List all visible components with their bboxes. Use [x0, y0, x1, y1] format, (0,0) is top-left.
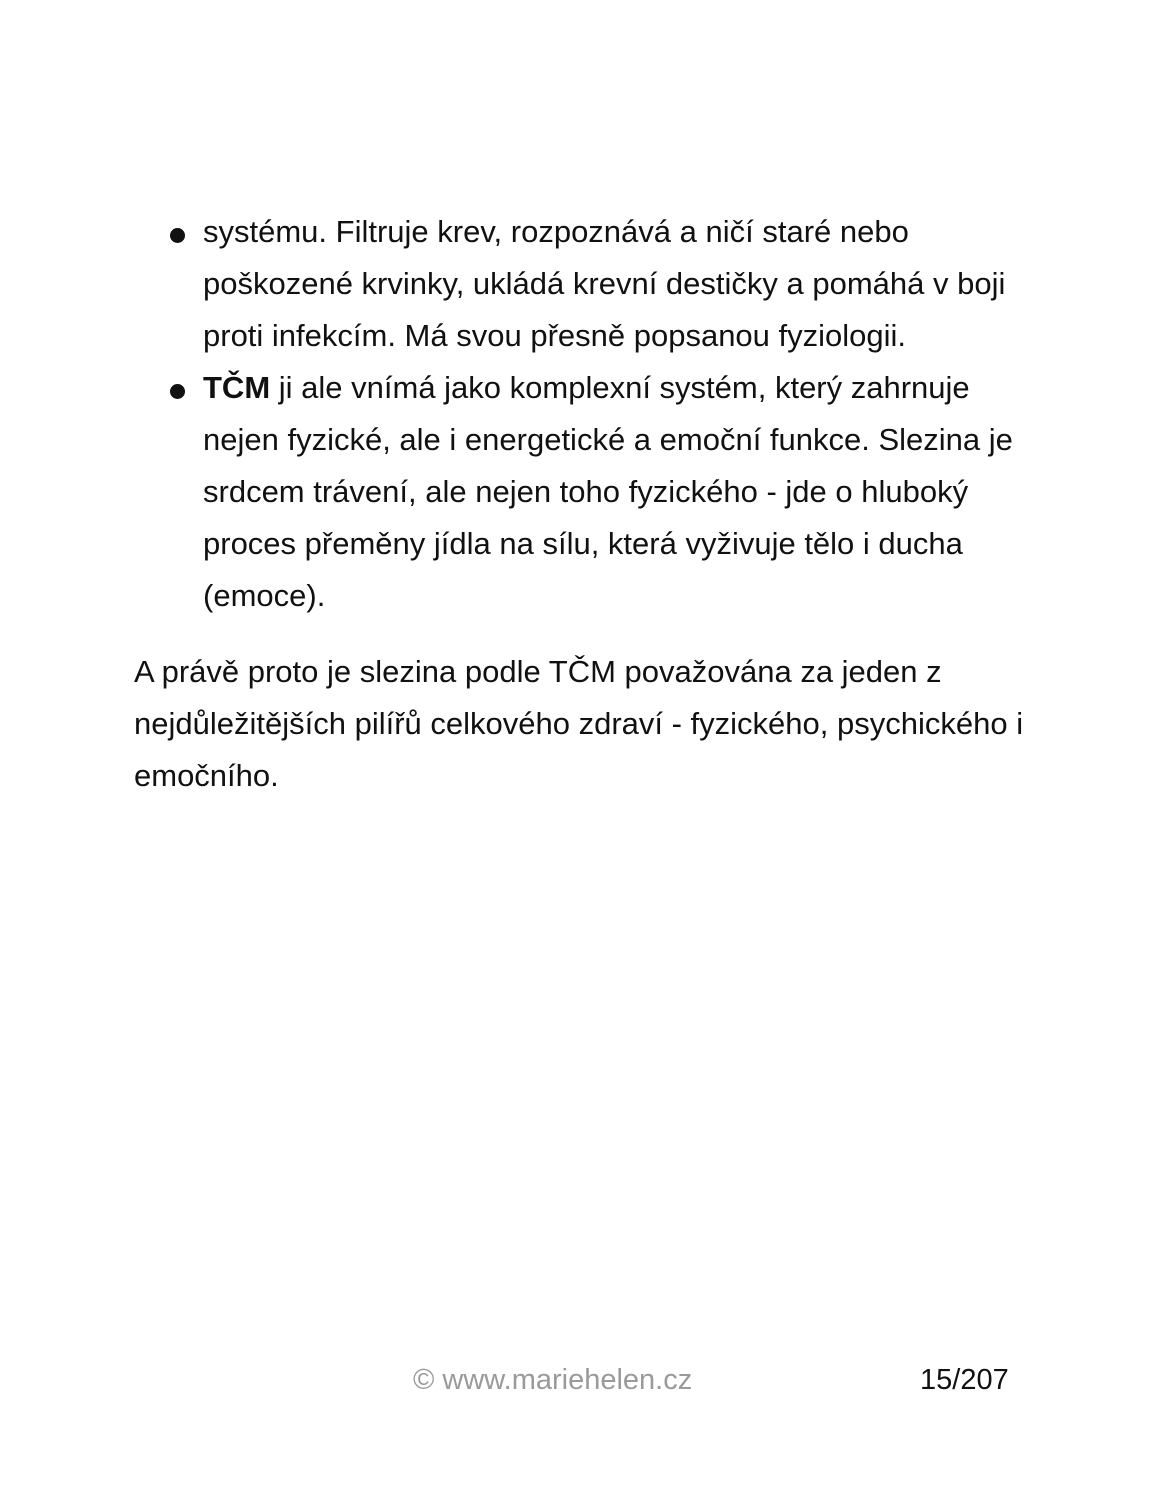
bullet-icon: [170, 384, 185, 399]
body-paragraph: A právě proto je slezina podle TČM považována za jeden z nejdůležitějších pilířů celkového zdraví - fyzického, psychického i emočního.: [134, 654, 1024, 793]
bullet-list: [134, 206, 1034, 622]
footer-website: © www.mariehelen.cz: [413, 1364, 693, 1396]
page-content: [134, 206, 1034, 802]
list-item-bold-term: TČM: [203, 370, 271, 405]
page-number: 15/207: [920, 1364, 1009, 1396]
list-item: [134, 362, 1034, 622]
list-item-text: ji ale vnímá jako komplexní systém, který zahrnuje nejen fyzické, ale i energetické a emoční funkce. Slezina je srdcem trávení, ale nejen toho fyzického - jde o hluboký proces přeměny jídla na sílu, která vyživuje tělo i ducha (emoce).: [203, 370, 1013, 613]
list-item-text: systému. Filtruje krev, rozpoznává a ničí staré nebo poškozené krvinky, ukládá krevní destičky a pomáhá v boji proti infekcím. Má svou přesně popsanou fyziologii.: [203, 214, 1006, 353]
bullet-icon: [170, 228, 185, 243]
list-item: [134, 206, 1034, 362]
